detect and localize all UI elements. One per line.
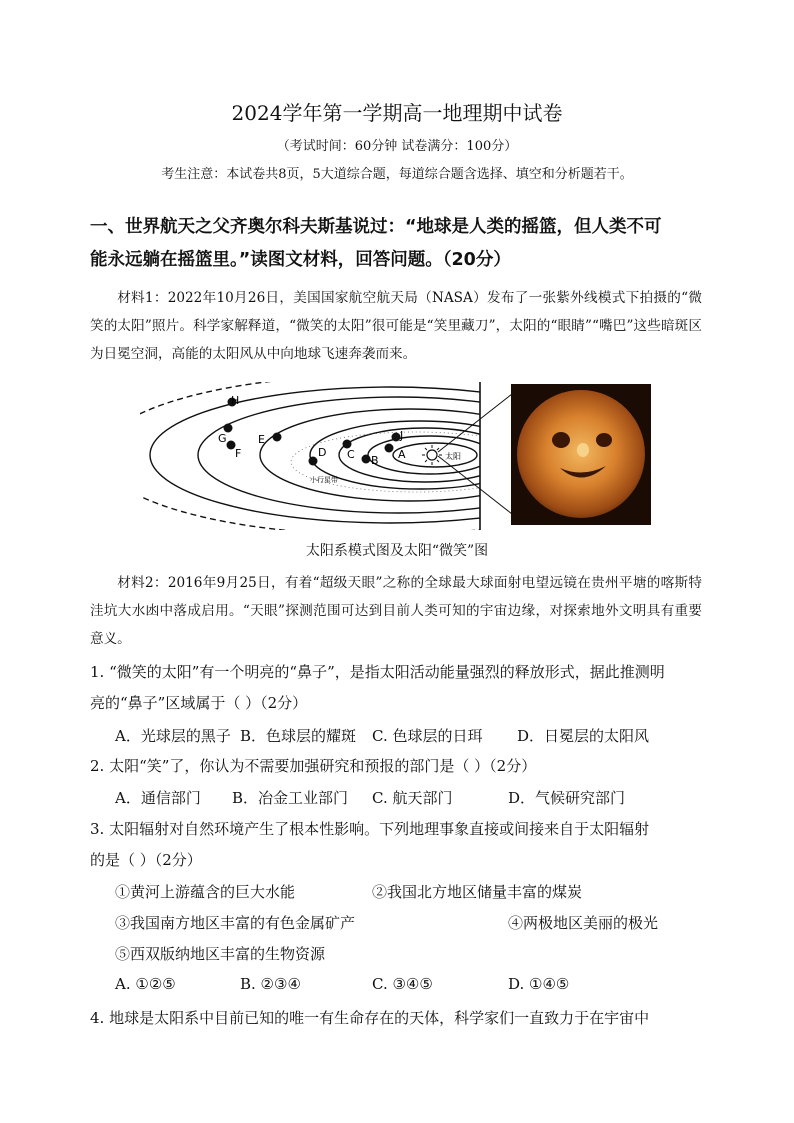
q3-item-2: ②我国北方地区储量丰富的煤炭 — [372, 883, 583, 901]
section1-heading — [90, 211, 710, 277]
asteroid-belt-label: 小行星带 — [310, 476, 338, 484]
q2-option-a[interactable]: A．通信部门 — [115, 789, 201, 807]
section1-heading-line1: 一、世界航天之父齐奥尔科夫斯基说过：“地球是人类的摇篮，但人类不可 — [90, 217, 662, 237]
exam-notice: 考生注意：本试卷共8页，5大道综合题，每道综合题含选择、填空和分析题若干。 — [161, 167, 633, 182]
label-f: F — [235, 447, 242, 460]
q2-stem-line1: 2. 太阳“笑”了，你认为不需要加强研究和预报的部门是（ ）（2分） — [90, 757, 537, 775]
label-e: E — [258, 433, 265, 446]
material-1: 材料1：2022年10月26日，美国国家航空航天局（NASA）发布了一张紫外线模式下拍摄的“微笑的太阳”照片。科学家解释道，“微笑的太阳”很可能是“笑里藏刀”，太阳的“眼睛”“嘴巴”这些暗斑区为日冕空洞，高能的太阳风从中向地球飞速奔袭而来。 — [90, 290, 702, 362]
section1-heading-line2: 能永远躺在摇篮里。”读图文材料，回答问题。（20分） — [90, 250, 511, 270]
q2-option-b[interactable]: B．冶金工业部门 — [232, 789, 349, 807]
q2-option-d[interactable]: D．气候研究部门 — [508, 789, 626, 807]
q3-option-b[interactable]: B. ②③④ — [240, 975, 301, 993]
q3-item-3: ③我国南方地区丰富的有色金属矿产 — [115, 914, 356, 932]
q2-option-c[interactable]: C. 航天部门 — [372, 789, 453, 807]
q4-stem-line1: 4. 地球是太阳系中目前已知的唯一有生命存在的天体，科学家们一直致力于在宇宙中 — [90, 1009, 650, 1027]
q1-stem-line2: 亮的“鼻子”区域属于（ ）（2分） — [90, 694, 308, 712]
label-d: D — [318, 446, 327, 459]
q3-option-c[interactable]: C. ③④⑤ — [372, 975, 433, 993]
label-c: C — [347, 448, 355, 461]
q1-option-d[interactable]: D．日冕层的太阳风 — [517, 727, 650, 745]
q1-option-a[interactable]: A．光球层的黑子 — [115, 727, 231, 745]
label-j: J — [400, 429, 404, 442]
label-b: B — [371, 454, 379, 467]
planet-d — [309, 457, 318, 466]
label-a: A — [398, 448, 406, 461]
planet-e — [273, 433, 282, 442]
material-2: 材料2：2016年9月25日，有着“超级天眼”之称的全球最大球面射电望远镜在贵州平塘的喀斯特洼坑大水凼中落成启用。“天眼”探测范围可达到目前人类可知的宇宙边缘，对探索地外文明具有重要意义。 — [90, 575, 702, 647]
q3-option-d[interactable]: D. ①④⑤ — [508, 975, 570, 993]
q3-option-a[interactable]: A. ①②⑤ — [115, 975, 176, 993]
planet-b — [362, 455, 371, 464]
planet-a — [385, 444, 394, 453]
q3-stem-line2: 的是（ ）（2分） — [90, 851, 202, 869]
exam-title: 2024学年第一学期高一地理期中试卷 — [231, 101, 563, 125]
q1-option-b[interactable]: B．色球层的耀斑 — [240, 727, 357, 745]
label-h: H — [231, 394, 240, 407]
sun-icon — [422, 445, 442, 465]
q3-stem-line1: 3. 太阳辐射对自然环境产生了根本性影响。下列地理事象直接或间接来自于太阳辐射 — [90, 820, 650, 838]
solar-system-diagram — [140, 382, 660, 530]
label-g: G — [218, 432, 227, 445]
sun-label: 太阳 — [445, 452, 461, 461]
smiling-sun-photo — [511, 384, 651, 525]
q1-option-c[interactable]: C. 色球层的日珥 — [372, 727, 483, 745]
q1-stem-line1: 1. “微笑的太阳”有一个明亮的“鼻子”，是指太阳活动能量强烈的释放形式，据此推测明 — [90, 663, 665, 681]
q3-item-4: ④两极地区美丽的极光 — [508, 914, 659, 932]
exam-info: （考试时间：60分钟 试卷满分：100分） — [276, 139, 518, 154]
figure-caption: 太阳系模式图及太阳“微笑”图 — [305, 543, 489, 559]
q3-item-5: ⑤西双版纳地区丰富的生物资源 — [115, 945, 326, 963]
q3-item-1: ①黄河上游蕴含的巨大水能 — [115, 883, 296, 901]
